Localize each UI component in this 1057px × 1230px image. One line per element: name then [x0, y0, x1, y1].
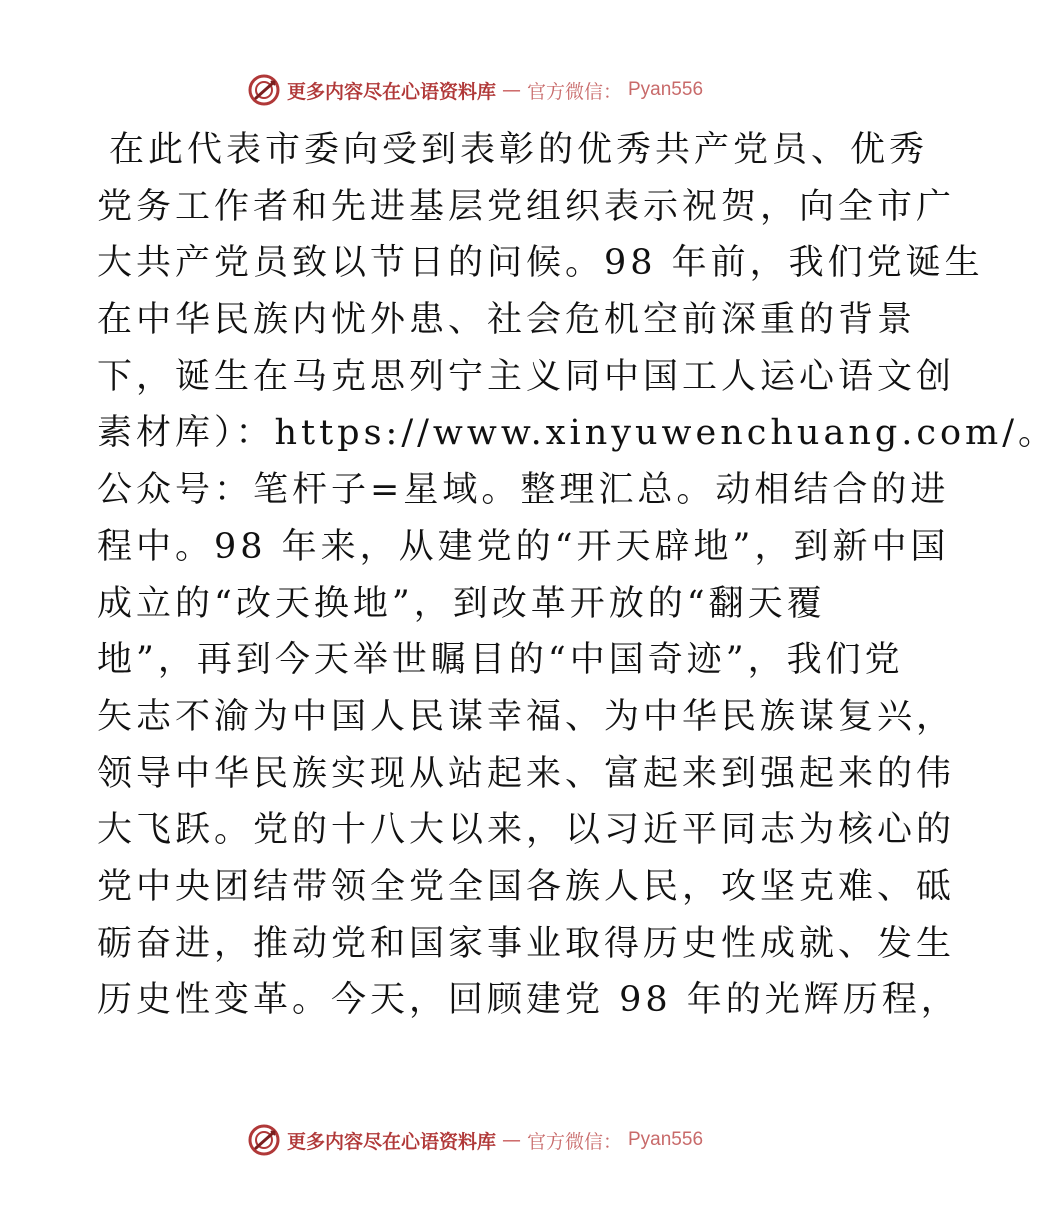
body-line: 历史性变革。今天，回顾建党 98 年的光辉历程， — [97, 980, 960, 1021]
body-line: 程中。98 年来，从建党的“开天辟地”，到新中国 — [97, 526, 950, 567]
footer-separator: — — [501, 1129, 521, 1151]
footer-brand-text: 更多内容尽在心语资料库 — [286, 1130, 496, 1153]
header-banner — [0, 70, 950, 110]
body-line: 党中央团结带领全党全国各族人民，攻坚克难、砥 — [97, 866, 956, 907]
book-pen-logo-icon — [247, 73, 281, 107]
body-line: 大共产党员致以节日的问候。98 年前，我们党诞生 — [97, 243, 984, 284]
body-line: 党务工作者和先进基层党组织表示祝贺，向全市广 — [97, 186, 956, 227]
body-line: 砺奋进，推动党和国家事业取得历史性成就、发生 — [97, 923, 956, 964]
body-line: 公众号：笔杆子=星域。整理汇总。动相结合的进 — [97, 470, 950, 511]
header-wechat-label: 官方微信： — [526, 80, 622, 103]
body-line: 领导中华民族实现从站起来、富起来到强起来的伟 — [97, 753, 956, 794]
body-line: 大飞跃。党的十八大以来，以习近平同志为核心的 — [97, 810, 956, 851]
body-line: 素材库）：https://www.xinyuwenchuang.com/。 — [97, 413, 1057, 454]
footer-wechat-label: 官方微信： — [526, 1130, 622, 1153]
header-wechat-id: Pyan556 — [628, 79, 704, 100]
body-line: 下，诞生在马克思列宁主义同中国工人运心语文创 — [97, 356, 956, 397]
header-brand-text: 更多内容尽在心语资料库 — [286, 80, 496, 103]
body-line: 矢志不渝为中国人民谋幸福、为中华民族谋复兴， — [97, 696, 956, 737]
body-line: 在中华民族内忧外患、社会危机空前深重的背景 — [97, 300, 917, 341]
document-body — [97, 122, 1057, 1029]
footer-banner — [0, 1120, 950, 1160]
footer-wechat-id: Pyan556 — [628, 1129, 704, 1150]
book-pen-logo-icon — [247, 1123, 281, 1157]
body-line: 成立的“改天换地”，到改革开放的“翻天覆 — [97, 583, 826, 624]
body-line: 在此代表市委向受到表彰的优秀共产党员、优秀 — [109, 130, 929, 170]
header-separator: — — [501, 79, 521, 101]
body-line: 地”，再到今天举世瞩目的“中国奇迹”，我们党 — [97, 640, 904, 681]
